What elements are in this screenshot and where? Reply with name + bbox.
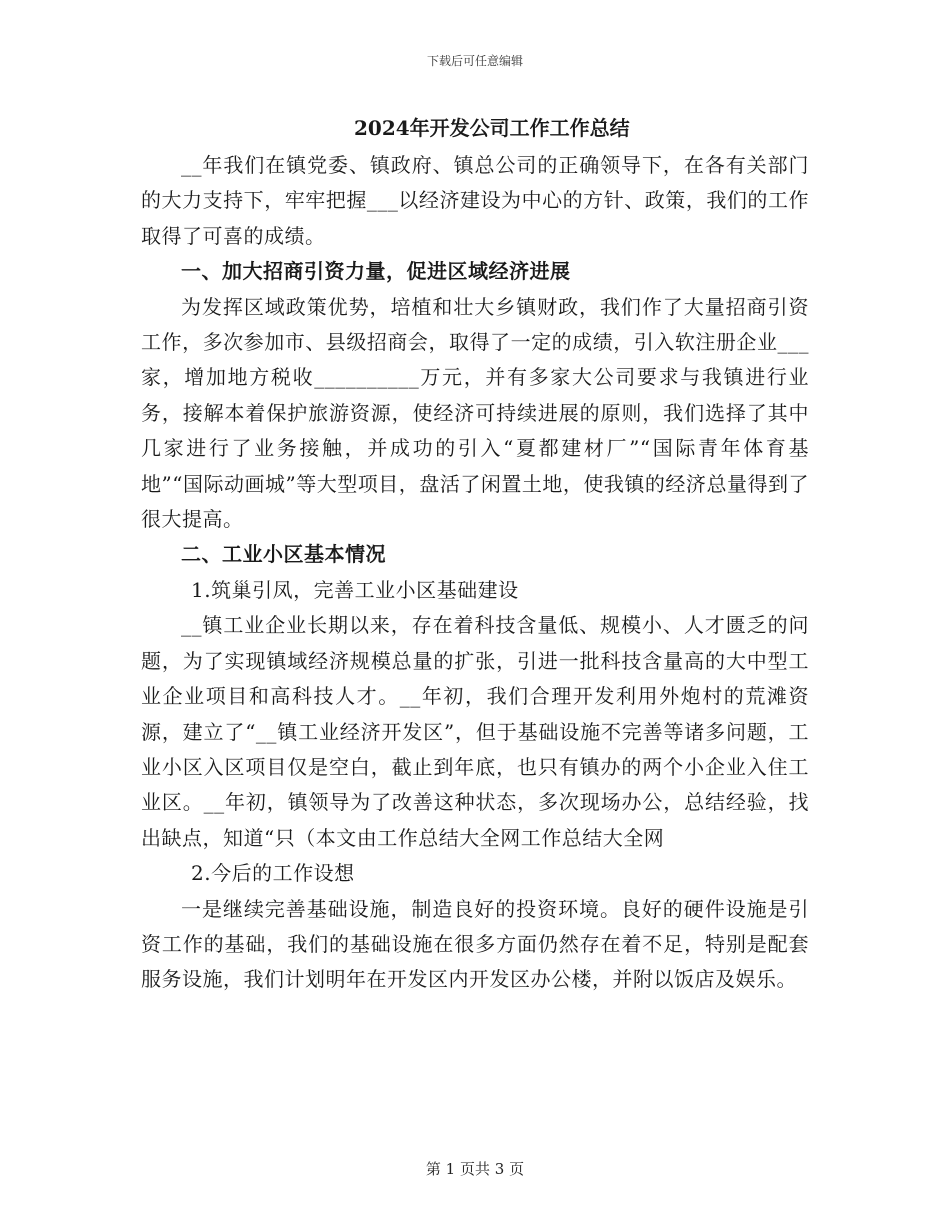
page-footer: 第 1 页共 3 页 bbox=[425, 1160, 525, 1178]
section-heading-industrial-zone: 二、工业小区基本情况 bbox=[181, 542, 386, 567]
document-body bbox=[141, 110, 809, 998]
paragraph-intro: __年我们在镇党委、镇政府、镇总公司的正确领导下，在各有关部门的大力支持下，牢牢把握___以经济建设为中心的方针、政策，我们的工作取得了可喜的成绩。 bbox=[141, 153, 809, 248]
subheading-future-plans: 2.今后的工作设想 bbox=[191, 861, 355, 886]
paragraph-investment: 为发挥区域政策优势，培植和壮大乡镇财政，我们作了大量招商引资工作，多次参加市、县级招商会，取得了一定的成绩，引入软注册企业___家，增加地方税收__________万元，并有多家大公司要求与我镇进行业务，接解本着保护旅游资源，使经济可持续进展的原则，我们选择了其中几家进行了业务接触，并成功的引入“夏都建材厂”“国际青年体育基地”“国际动画城”等大型项目，盘活了闲置土地，使我镇的经济总量得到了很大提高。 bbox=[141, 294, 809, 532]
subheading-infrastructure: 1.筑巢引凤，完善工业小区基础建设 bbox=[191, 577, 519, 602]
document-title: 2024年开发公司工作工作总结 bbox=[354, 116, 630, 140]
page-header: 下载后可任意编辑 bbox=[426, 54, 523, 68]
paragraph-future-plans: 一是继续完善基础设施，制造良好的投资环境。良好的硬件设施是引资工作的基础，我们的基础设施在很多方面仍然存在着不足，特别是配套服务设施，我们计划明年在开发区内开发区办公楼，并附以饭店及娱乐。 bbox=[141, 896, 809, 992]
section-heading-investment: 一、加大招商引资力量，促进区域经济进展 bbox=[181, 259, 571, 284]
paragraph-infrastructure: __镇工业企业长期以来，存在着科技含量低、规模小、人才匮乏的问题，为了实现镇域经济规模总量的扩张，引进一批科技含量高的大中型工业企业项目和高科技人才。__年初，我们合理开发利用外炮村的荒滩资源，建立了“__镇工业经济开发区”，但于基础设施不完善等诸多问题，工业小区入区项目仅是空白，截止到年底，也只有镇办的两个小企业入住工业区。__年初，镇领导为了改善这种状态，多次现场办公，总结经验，找出缺点，知道“只（本文由工作总结大全网工作总结大全网 bbox=[141, 613, 809, 850]
